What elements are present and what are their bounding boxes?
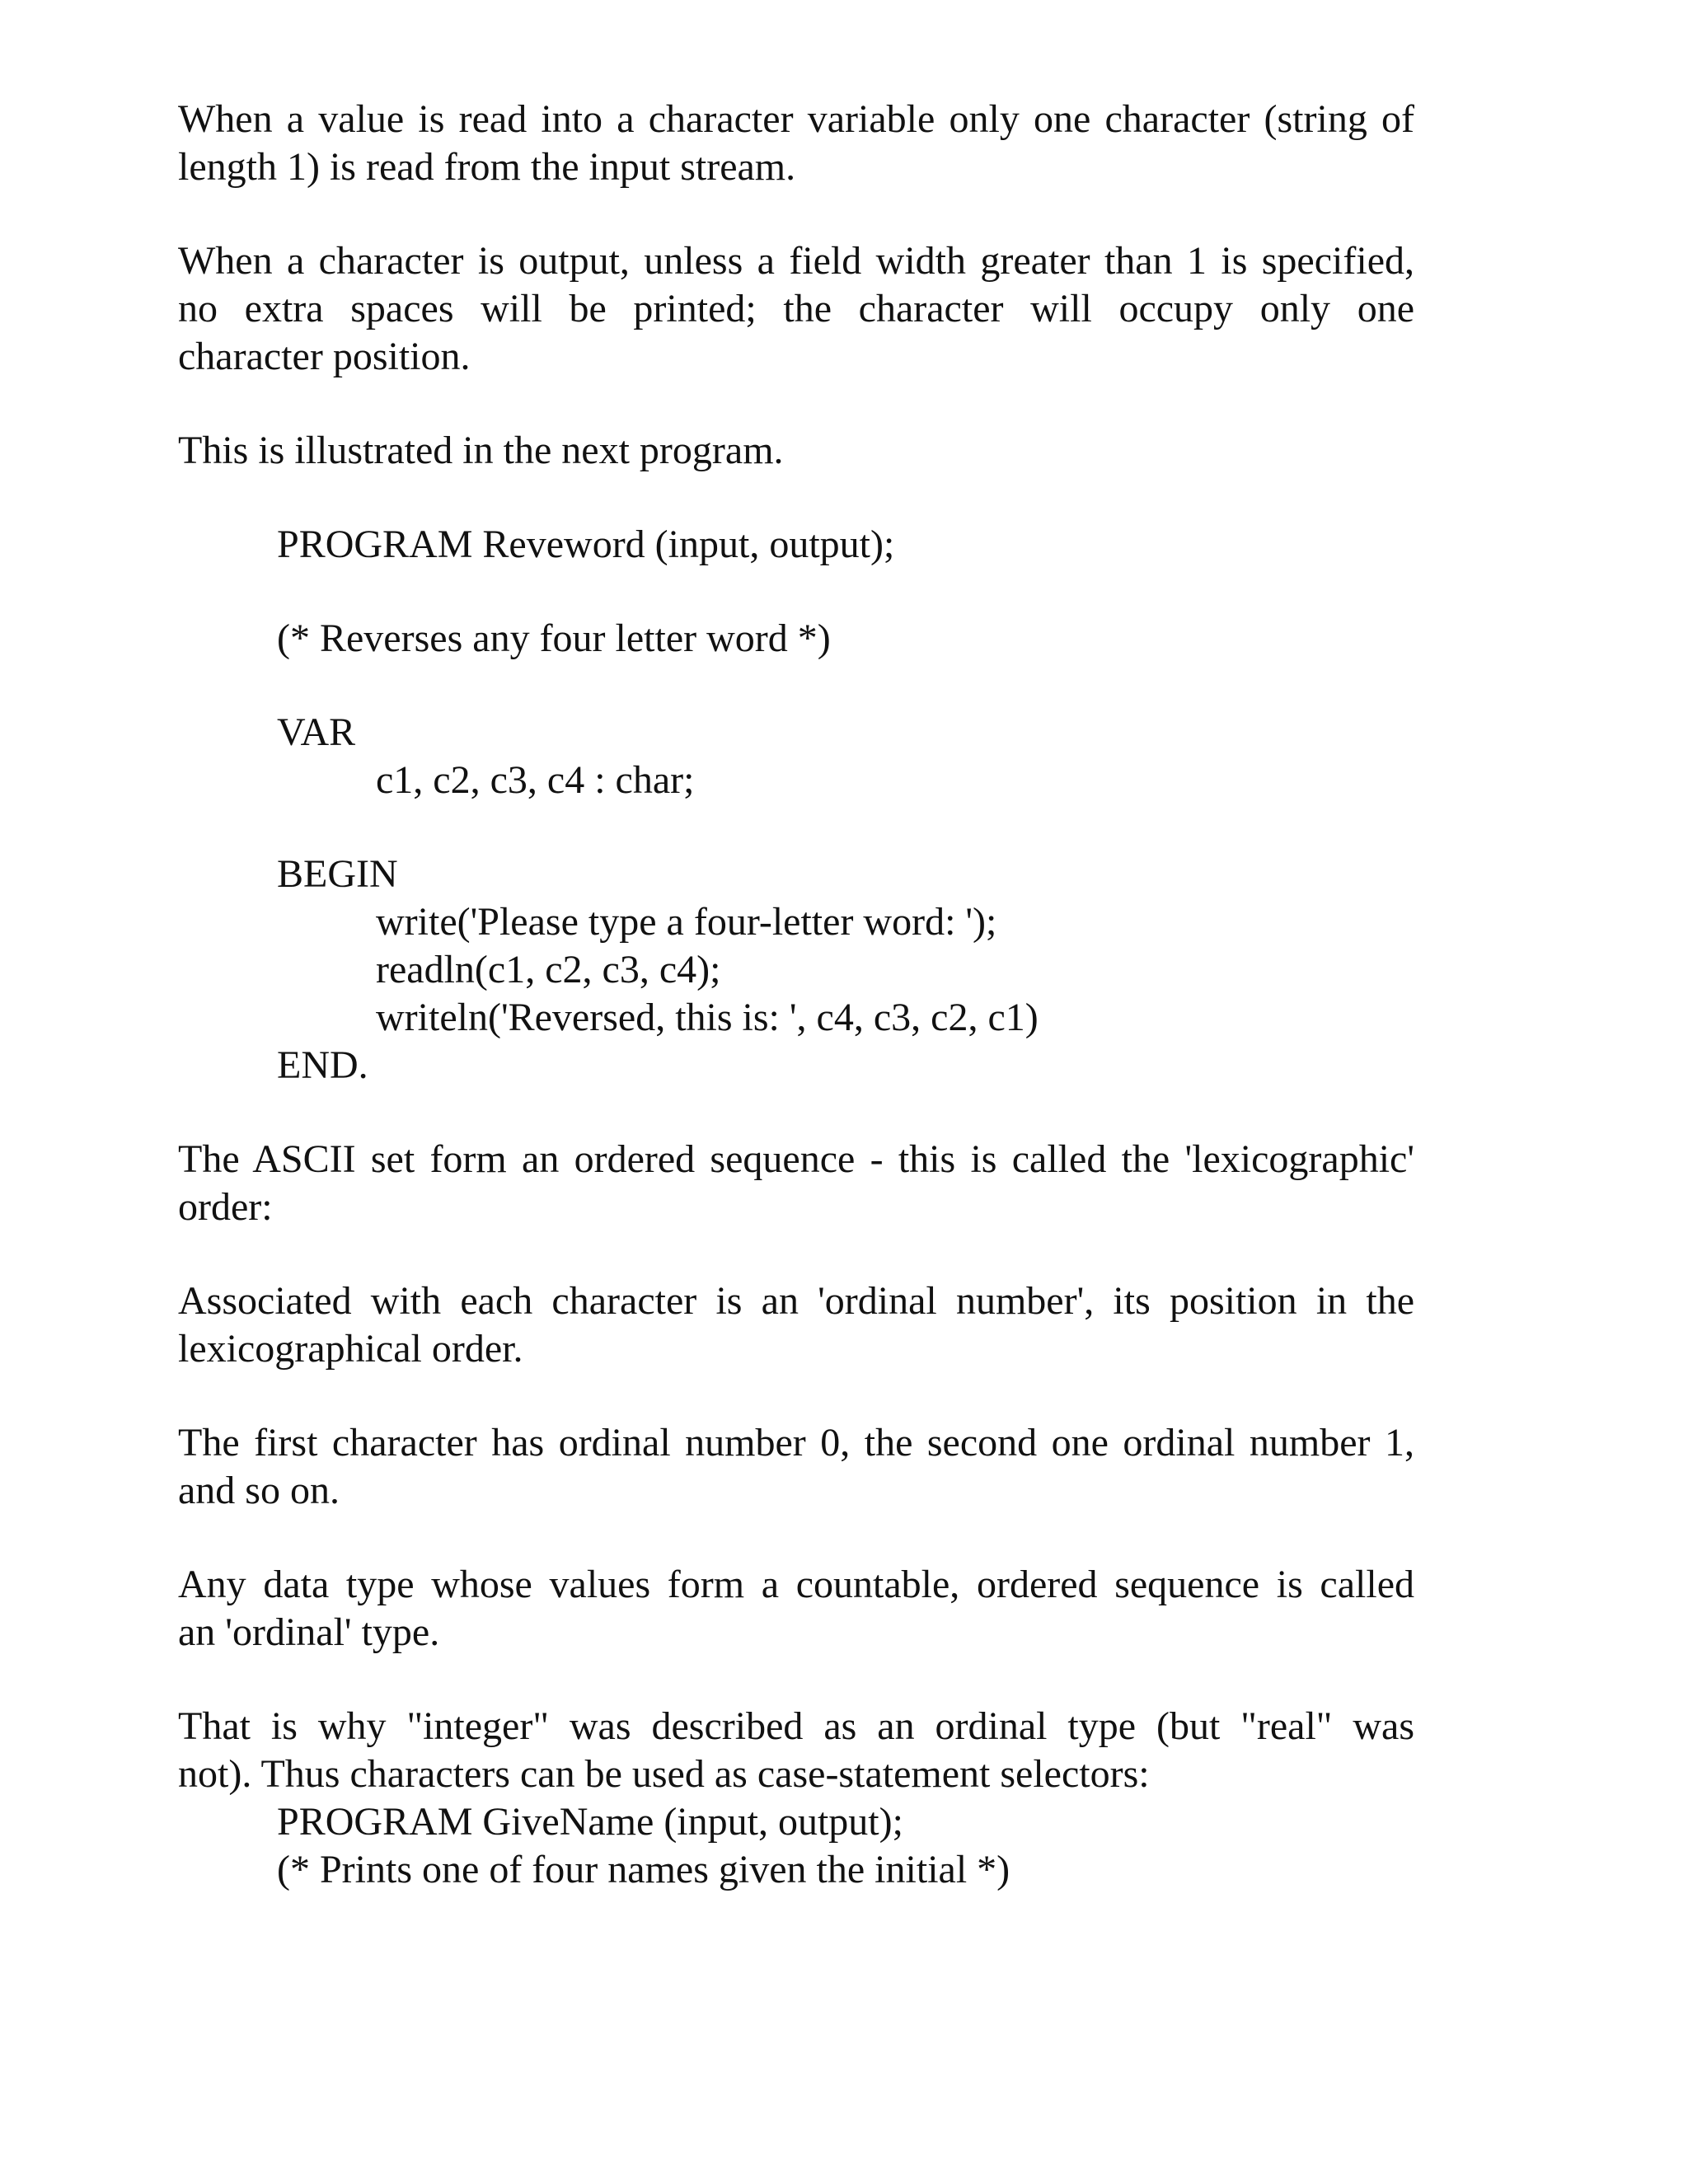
text-line: lexicographical order. (178, 1327, 523, 1371)
code-block-reveword (178, 521, 1414, 1090)
program-comment: (* Prints one of four names given the initial *) (277, 1848, 1010, 1891)
text-line: order: (178, 1185, 273, 1229)
var-keyword: VAR (277, 710, 356, 754)
begin-keyword: BEGIN (277, 852, 398, 896)
code-block-givename (178, 1798, 1414, 1894)
program-header: PROGRAM Reveword (input, output); (277, 523, 895, 566)
text-line: Associated with each character is an 'ordinal number', its position in the (178, 1279, 1414, 1323)
text-line: When a value is read into a character variable only one character (string of (178, 97, 1414, 141)
code-statement: writeln('Reversed, this is: ', c4, c3, c2, c1) (376, 996, 1039, 1039)
end-keyword: END. (277, 1043, 368, 1087)
text-line: length 1) is read from the input stream. (178, 145, 796, 189)
text-line: The ASCII set form an ordered sequence - this is called the 'lexicographic' (178, 1137, 1414, 1181)
text-line: no extra spaces will be printed; the character will occupy only one (178, 287, 1414, 330)
code-statement: readln(c1, c2, c3, c4); (376, 948, 721, 991)
var-declaration: c1, c2, c3, c4 : char; (376, 758, 695, 802)
paragraph-character-output (178, 237, 1414, 381)
paragraph-ordinal-number (178, 1277, 1414, 1373)
text-line: Any data type whose values form a countable, ordered sequence is called (178, 1563, 1414, 1606)
text-line: The first character has ordinal number 0, the second one ordinal number 1, (178, 1421, 1414, 1465)
text-line: When a character is output, unless a field width greater than 1 is specified, (178, 239, 1414, 283)
text-line: not). Thus characters can be used as case-statement selectors: (178, 1752, 1150, 1796)
paragraph-illustration-intro (178, 427, 1414, 475)
paragraph-first-character (178, 1419, 1414, 1515)
paragraph-ascii-order (178, 1136, 1414, 1231)
program-header: PROGRAM GiveName (input, output); (277, 1800, 903, 1844)
program-comment: (* Reverses any four letter word *) (277, 616, 831, 660)
text-line: That is why "integer" was described as an ordinal type (but "real" was (178, 1704, 1414, 1748)
paragraph-ordinal-type (178, 1561, 1414, 1657)
text-line: and so on. (178, 1469, 340, 1512)
text-line: This is illustrated in the next program. (178, 429, 784, 472)
var-section (178, 709, 1414, 804)
code-statement: write('Please type a four-letter word: '); (376, 900, 997, 944)
paragraph-case-selectors (178, 1703, 1414, 1798)
begin-end-section (178, 851, 1414, 1090)
paragraph-character-read (178, 96, 1414, 191)
text-line: character position. (178, 335, 471, 378)
document-page (178, 96, 1414, 1894)
text-line: an 'ordinal' type. (178, 1610, 440, 1654)
